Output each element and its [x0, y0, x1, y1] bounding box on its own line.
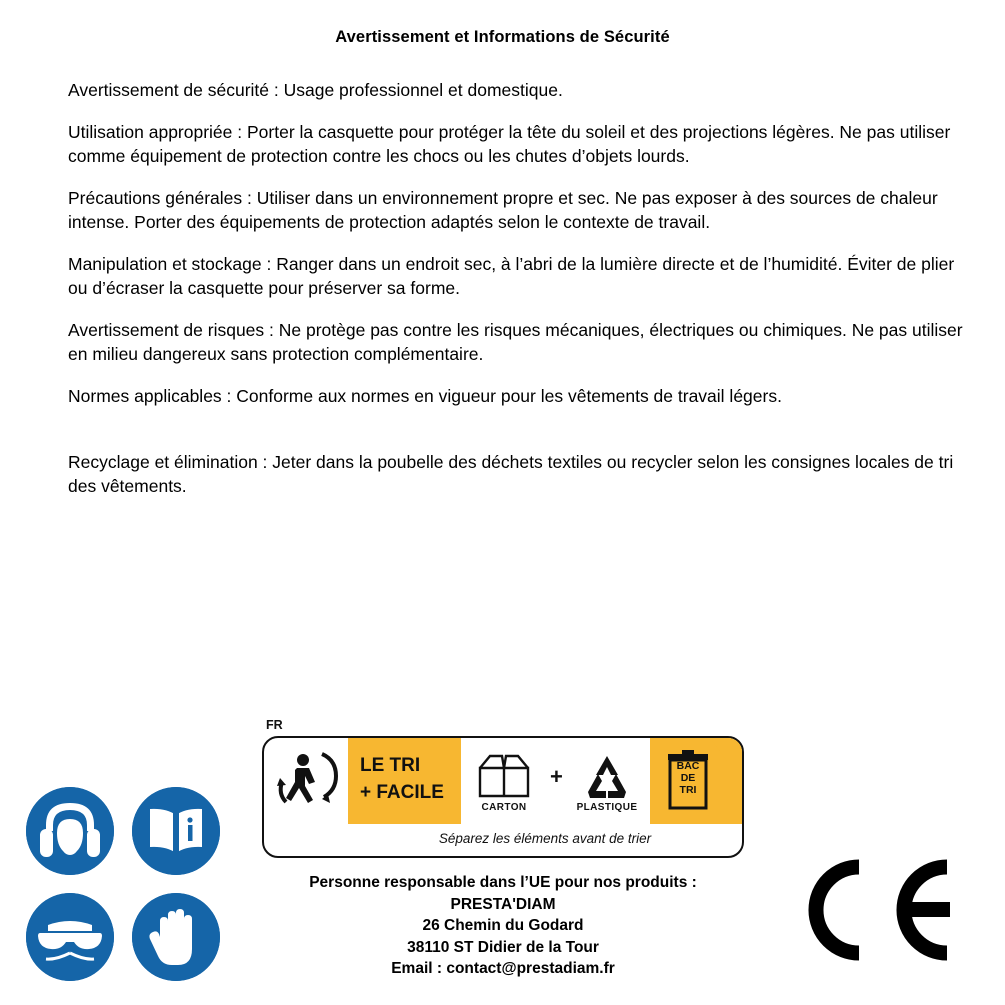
paragraph-text: Porter la casquette pour protéger la tête du soleil et des projections légères. Ne pas utiliser comme équipement de protection contre les chocs ou les chutes d’objets lourds. [68, 122, 951, 166]
paragraph-lead: Recyclage et élimination : [68, 452, 268, 472]
heading-suffix: pour nos produits : [550, 874, 697, 891]
paragraph-lead: Avertissement de sécurité : [68, 80, 279, 100]
responsible-person-heading [210, 872, 796, 894]
ear-protection-icon [26, 787, 114, 875]
company-name: PRESTA'DIAM [450, 895, 556, 913]
sorting-bin-label [666, 760, 710, 796]
page-title: Avertissement et Informations de Sécurité [335, 28, 670, 46]
hand-protection-icon [132, 893, 220, 981]
paragraph-text: Usage professionnel et domestique. [278, 80, 563, 100]
heading-prefix: Personne responsable dans l’ [309, 874, 529, 891]
carton-caption: CARTON [481, 802, 527, 813]
email-line: Email : contact@prestadiam.fr [391, 960, 615, 977]
bin-line-3: TRI [679, 784, 697, 796]
plastique-caption: PLASTIQUE [576, 802, 638, 813]
paragraph-text: Ne protège pas contre les risques mécaniques, électriques ou chimiques. Ne pas utiliser en milieu dangereux sans protection complémentaire. [68, 320, 963, 364]
paragraph-security-warning [68, 78, 978, 102]
bin-line-1: BAC [676, 760, 700, 772]
paragraph-text: Jeter dans la poubelle des déchets textiles ou recycler selon les consignes locales de tri des vêtements. [68, 452, 954, 496]
plastique-recycle-icon [576, 750, 638, 800]
paragraph-lead: Normes applicables : [68, 386, 232, 406]
heading-bold: UE [528, 874, 551, 891]
address-line-2: 38110 ST Didier de la Tour [407, 938, 599, 956]
triman-label-box [262, 736, 744, 858]
triman-headline-line1: LE TRI [360, 755, 421, 776]
paragraph-lead: Utilisation appropriée : [68, 122, 243, 142]
triman-footer-text: Séparez les éléments avant de trier [438, 831, 652, 846]
paragraph-appropriate-use [68, 120, 978, 168]
responsible-person-block [210, 872, 796, 980]
read-instructions-icon [132, 787, 220, 875]
paragraph-lead: Manipulation et stockage : [68, 254, 272, 274]
carton-box-icon [472, 750, 536, 800]
triman-symbol-icon [272, 746, 346, 816]
safety-pictograms [20, 787, 234, 983]
plus-separator: + [550, 764, 563, 789]
paragraph-recycling-disposal [68, 450, 978, 498]
paragraph-risk-warning [68, 318, 978, 366]
paragraph-text: Ranger dans un endroit sec, à l’abri de la lumière directe et de l’humidité. Éviter de plier ou d’écraser la casquette pour préserver sa forme. [68, 254, 955, 298]
paragraph-lead: Précautions générales : [68, 188, 252, 208]
triman-headline-line2: + FACILE [360, 782, 444, 803]
address-line-1: 26 Chemin du Godard [422, 917, 584, 934]
paragraph-text: Utiliser dans un environnement propre et sec. Ne pas exposer à des sources de chaleur intense. Porter des équipements de protection adaptés selon le contexte de travail. [68, 188, 938, 232]
triman-headline [360, 752, 460, 806]
ce-mark-icon [797, 855, 957, 965]
bin-line-2: DE [680, 772, 696, 784]
paragraph-general-precautions [68, 186, 978, 234]
country-code-label: FR [266, 718, 283, 732]
paragraph-handling-storage [68, 252, 978, 300]
eye-protection-icon [26, 893, 114, 981]
paragraph-text: Conforme aux normes en vigueur pour les vêtements de travail légers. [231, 386, 782, 406]
paragraph-lead: Avertissement de risques : [68, 320, 274, 340]
triman-recycling-label [262, 718, 740, 858]
paragraph-applicable-standards [68, 384, 978, 408]
document-body [68, 78, 978, 516]
